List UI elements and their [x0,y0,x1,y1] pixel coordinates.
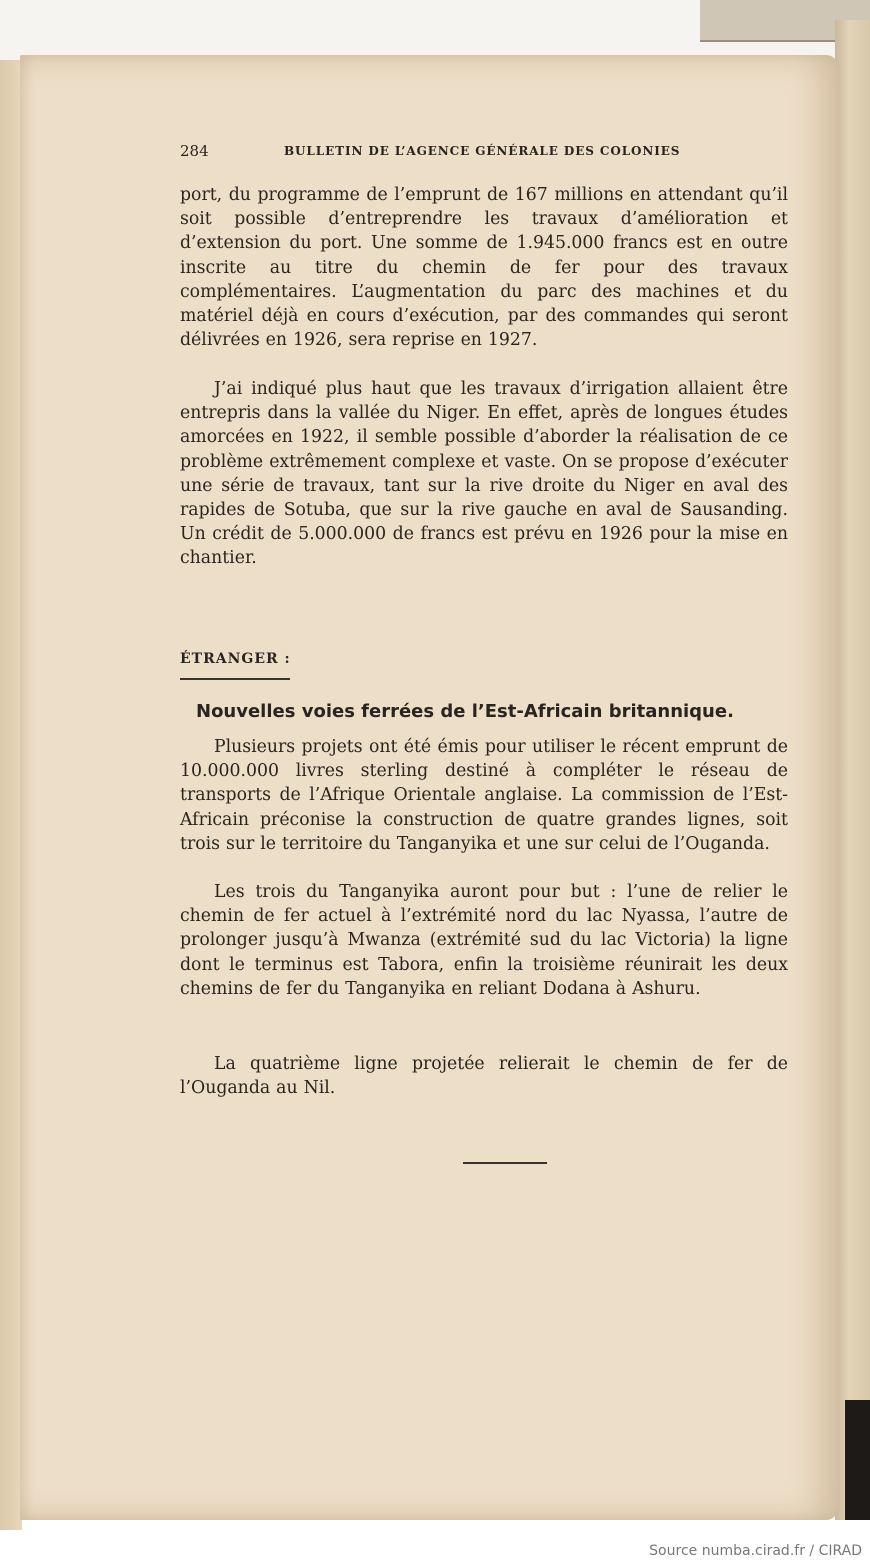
end-divider [463,1162,547,1164]
book-spine [835,20,870,1520]
paragraph-niger-irrigation: J’ai indiqué plus haut que les travaux d’irrigation allaient être entrepris dans la vallée du Niger. En effet, après de longues études amorcées en 1922, il semble possible d’aborder la réalisation de ce problème extrêmement complexe et vaste. On se propose d’exécuter une série de travaux, tant sur la rive droite du Niger en aval des rapides de Sotuba, que sur la rive gauche en aval de Sausanding. Un crédit de 5.000.000 de francs est prévu en 1926 pour la mise en chantier. [180,379,788,569]
running-title: BULLETIN DE L’AGENCE GÉNÉRALE DES COLONIES [284,144,681,158]
book-cover-shadow [845,1400,870,1520]
paragraph-tanganyika-lines: Les trois du Tanganyika auront pour but : l’une de relier le chemin de fer actuel à l’extrémité nord du lac Nyassa, l’autre de prolonger jusqu’à Mwanza (extrémité sud du lac Victoria) la ligne dont le terminus est Tabora, enfin la troisième réunirait les deux chemins de fer du Tanganyika en reliant Dodana à Ashuru. [180,882,788,999]
paragraph-port-funding: port, du programme de l’emprunt de 167 millions en attendant qu’il soit possible d’entreprendre les travaux d’amélioration et d’extension du port. Une somme de 1.945.000 francs est en outre inscrite au titre du chemin de fer pour des travaux complémentaires. L’augmentation du parc des machines et du matériel déjà en cours d’exécution, par des commandes qui seront délivrées en 1926, sera reprise en 1927. [180,185,788,351]
article-title: Nouvelles voies ferrées de l’Est-Africain britannique. [196,701,734,722]
page-left-edge [0,60,22,1530]
section-heading: ÉTRANGER : [180,651,291,667]
source-credit: Source numba.cirad.fr / CIRAD [649,1543,862,1559]
running-head [180,142,700,162]
paragraph-railway-projects: Plusieurs projets ont été émis pour utiliser le récent emprunt de 10.000.000 livres sterling destiné à compléter le réseau de transports de l’Afrique Orientale anglaise. La commission de l’Est-Africain préconise la construction de quatre grandes lignes, soit trois sur le territoire du Tanganyika et une sur celui de l’Ouganda. [180,737,788,854]
paragraph-uganda-line: La quatrième ligne projetée relierait le chemin de fer de l’Ouganda au Nil. [180,1054,788,1099]
section-underline [180,678,290,680]
page-number: 284 [180,142,209,160]
